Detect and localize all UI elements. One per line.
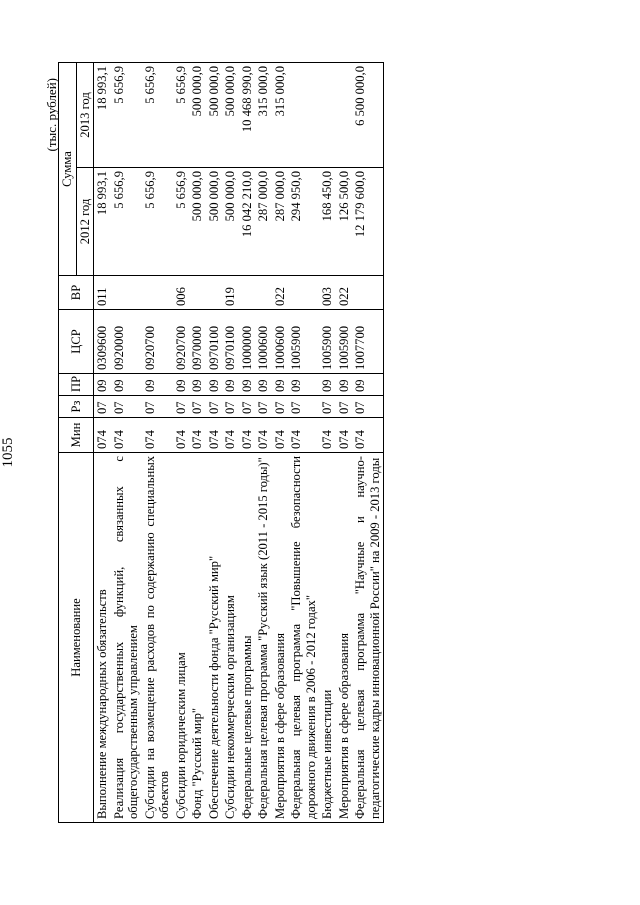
row-rz: 07 xyxy=(272,396,289,418)
row-csr: 1005900 xyxy=(336,310,353,374)
row-rz: 07 xyxy=(206,396,223,418)
row-min: 074 xyxy=(142,418,173,453)
table-row xyxy=(352,62,384,822)
row-pr: 09 xyxy=(288,374,319,396)
row-name: Федеральная целевая программа "Повышение безопасности дорожного движения в 2006 - 2012 годах" xyxy=(288,453,319,823)
row-name: Фонд "Русский мир" xyxy=(189,453,206,823)
header-min: Мин xyxy=(59,418,94,453)
row-amount-2013: 500 000,0 xyxy=(222,62,239,167)
header-2012: 2012 год xyxy=(76,168,94,276)
row-name: Федеральная целевая программа "Научные и научно-педагогические кадры инновационной России" на 2009 - 2013 годы xyxy=(352,453,384,823)
row-vr xyxy=(239,276,256,310)
row-vr: 011 xyxy=(94,276,111,310)
row-rz: 07 xyxy=(239,396,256,418)
row-pr: 09 xyxy=(206,374,223,396)
row-amount-2013: 315 000,0 xyxy=(255,62,272,167)
row-csr: 1007700 xyxy=(352,310,384,374)
table-row xyxy=(111,62,142,822)
table-row xyxy=(319,62,336,822)
row-csr: 0920700 xyxy=(173,310,190,374)
row-vr: 003 xyxy=(319,276,336,310)
row-vr xyxy=(142,276,173,310)
header-vr: ВР xyxy=(59,276,94,310)
budget-table xyxy=(58,62,384,823)
row-name: Субсидии некоммерческим организациям xyxy=(222,453,239,823)
row-min: 074 xyxy=(94,418,111,453)
row-vr: 022 xyxy=(336,276,353,310)
row-name: Выполнение международных обязательств xyxy=(94,453,111,823)
row-vr: 019 xyxy=(222,276,239,310)
row-amount-2012: 5 656,9 xyxy=(173,168,190,276)
row-csr: 0920700 xyxy=(142,310,173,374)
row-rz: 07 xyxy=(255,396,272,418)
row-rz: 07 xyxy=(111,396,142,418)
header-rz: Рз xyxy=(59,396,94,418)
row-amount-2013: 18 993,1 xyxy=(94,62,111,167)
row-min: 074 xyxy=(352,418,384,453)
row-min: 074 xyxy=(336,418,353,453)
row-pr: 09 xyxy=(319,374,336,396)
table-row xyxy=(239,62,256,822)
row-rz: 07 xyxy=(94,396,111,418)
row-amount-2013: 5 656,9 xyxy=(111,62,142,167)
row-vr xyxy=(255,276,272,310)
row-amount-2013 xyxy=(336,62,353,167)
row-rz: 07 xyxy=(222,396,239,418)
row-vr xyxy=(189,276,206,310)
header-row xyxy=(59,62,77,822)
row-rz: 07 xyxy=(173,396,190,418)
row-pr: 09 xyxy=(255,374,272,396)
row-amount-2012: 500 000,0 xyxy=(206,168,223,276)
row-min: 074 xyxy=(255,418,272,453)
row-csr: 0970100 xyxy=(206,310,223,374)
row-min: 074 xyxy=(173,418,190,453)
row-amount-2013: 5 656,9 xyxy=(173,62,190,167)
row-pr: 09 xyxy=(189,374,206,396)
row-pr: 09 xyxy=(352,374,384,396)
row-amount-2012: 5 656,9 xyxy=(111,168,142,276)
row-amount-2013 xyxy=(319,62,336,167)
table-row xyxy=(189,62,206,822)
row-name: Субсидии на возмещение расходов по содержанию специальных объектов xyxy=(142,453,173,823)
row-min: 074 xyxy=(239,418,256,453)
row-amount-2012: 287 000,0 xyxy=(272,168,289,276)
row-pr: 09 xyxy=(142,374,173,396)
row-min: 074 xyxy=(206,418,223,453)
row-amount-2012: 500 000,0 xyxy=(189,168,206,276)
row-pr: 09 xyxy=(239,374,256,396)
row-amount-2013: 10 468 990,0 xyxy=(239,62,256,167)
row-csr: 1000000 xyxy=(239,310,256,374)
row-min: 074 xyxy=(222,418,239,453)
row-amount-2012: 168 450,0 xyxy=(319,168,336,276)
row-csr: 0970100 xyxy=(222,310,239,374)
row-min: 074 xyxy=(319,418,336,453)
row-amount-2013: 5 656,9 xyxy=(142,62,173,167)
table-body xyxy=(94,62,384,822)
row-amount-2012: 12 179 600,0 xyxy=(352,168,384,276)
row-csr: 0920000 xyxy=(111,310,142,374)
row-csr: 0970000 xyxy=(189,310,206,374)
row-pr: 09 xyxy=(111,374,142,396)
table-row xyxy=(222,62,239,822)
row-amount-2012: 16 042 210,0 xyxy=(239,168,256,276)
row-name: Субсидии юридическим лицам xyxy=(173,453,190,823)
row-vr xyxy=(288,276,319,310)
row-rz: 07 xyxy=(142,396,173,418)
row-name: Мероприятия в сфере образования xyxy=(272,453,289,823)
table-row xyxy=(94,62,111,822)
header-name: Наименование xyxy=(59,453,94,823)
row-amount-2013: 500 000,0 xyxy=(206,62,223,167)
table-row xyxy=(173,62,190,822)
table-row xyxy=(336,62,353,822)
row-csr: 1000600 xyxy=(272,310,289,374)
header-pr: ПР xyxy=(59,374,94,396)
row-min: 074 xyxy=(189,418,206,453)
row-amount-2013: 6 500 000,0 xyxy=(352,62,384,167)
row-rz: 07 xyxy=(288,396,319,418)
row-vr: 022 xyxy=(272,276,289,310)
row-rz: 07 xyxy=(189,396,206,418)
row-csr: 1000600 xyxy=(255,310,272,374)
header-2013: 2013 год xyxy=(76,62,94,167)
row-csr: 1005900 xyxy=(319,310,336,374)
row-rz: 07 xyxy=(336,396,353,418)
row-rz: 07 xyxy=(352,396,384,418)
row-min: 074 xyxy=(272,418,289,453)
row-rz: 07 xyxy=(319,396,336,418)
table-row xyxy=(142,62,173,822)
row-amount-2012: 500 000,0 xyxy=(222,168,239,276)
row-amount-2012: 126 500,0 xyxy=(336,168,353,276)
row-amount-2012: 294 950,0 xyxy=(288,168,319,276)
row-vr xyxy=(206,276,223,310)
row-amount-2013: 500 000,0 xyxy=(189,62,206,167)
row-amount-2013: 315 000,0 xyxy=(272,62,289,167)
row-name: Обеспечение деятельности фонда "Русский мир" xyxy=(206,453,223,823)
header-sum: Сумма xyxy=(59,62,77,275)
row-pr: 09 xyxy=(173,374,190,396)
row-amount-2013 xyxy=(288,62,319,167)
row-pr: 09 xyxy=(336,374,353,396)
row-pr: 09 xyxy=(222,374,239,396)
table-row xyxy=(206,62,223,822)
page-number: 1055 xyxy=(0,437,16,468)
row-name: Федеральная целевая программа "Русский язык (2011 - 2015 годы)" xyxy=(255,453,272,823)
row-pr: 09 xyxy=(94,374,111,396)
row-min: 074 xyxy=(111,418,142,453)
header-csr: ЦСР xyxy=(59,310,94,374)
row-name: Реализация государственных функций, связанных с общегосударственным управлением xyxy=(111,453,142,823)
table-row xyxy=(288,62,319,822)
row-name: Федеральные целевые программы xyxy=(239,453,256,823)
row-min: 074 xyxy=(288,418,319,453)
table-row xyxy=(272,62,289,822)
row-vr xyxy=(111,276,142,310)
table-row xyxy=(255,62,272,822)
row-csr: 0309600 xyxy=(94,310,111,374)
row-vr: 006 xyxy=(173,276,190,310)
row-name: Мероприятия в сфере образования xyxy=(336,453,353,823)
row-vr xyxy=(352,276,384,310)
row-amount-2012: 5 656,9 xyxy=(142,168,173,276)
row-csr: 1005900 xyxy=(288,310,319,374)
row-amount-2012: 287 000,0 xyxy=(255,168,272,276)
units-note: (тыс. рублей) xyxy=(44,78,59,152)
row-name: Бюджетные инвестиции xyxy=(319,453,336,823)
row-amount-2012: 18 993,1 xyxy=(94,168,111,276)
row-pr: 09 xyxy=(272,374,289,396)
